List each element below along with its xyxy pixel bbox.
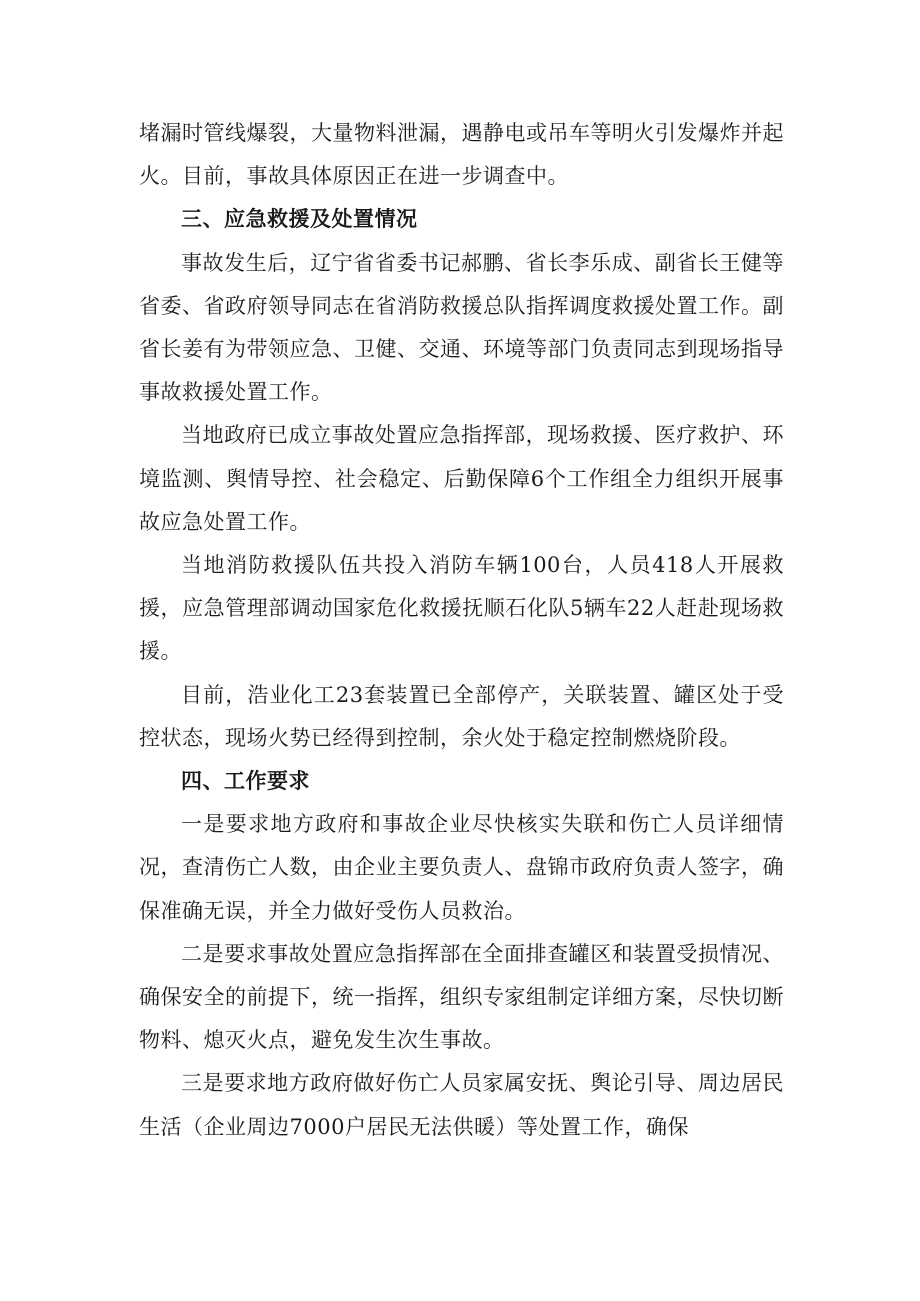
section-heading-3: 三、应急救援及处置情况	[181, 207, 418, 232]
paragraph-requirement-2: 二是要求事故处置应急指挥部在全面排查罐区和装置受损情况、确保安全的前提下，统一指挥，组织专家组制定详细方案，尽快切断物料、熄灭火点，避免发生次生事故。	[139, 941, 784, 1053]
paragraph-command-center: 当地政府已成立事故处置应急指挥部，现场救援、医疗救护、环境监测、舆情导控、社会稳定、后勤保障6个工作组全力组织开展事故应急处置工作。	[139, 423, 784, 534]
paragraph-current-status: 目前，浩业化工23套装置已全部停产，关联装置、罐区处于受控状态，现场火势已经得到控制，余火处于稳定控制燃烧阶段。	[139, 682, 784, 750]
paragraph-requirement-3: 三是要求地方政府做好伤亡人员家属安抚、舆论引导、周边居民生活（企业周边7000户居民无法供暖）等处置工作，确保	[139, 1071, 784, 1139]
document-body	[139, 112, 784, 1149]
paragraph-leadership: 事故发生后，辽宁省省委书记郝鹏、省长李乐成、副省长王健等省委、省政府领导同志在省消防救援总队指挥调度救援处置工作。副省长姜有为带领应急、卫健、交通、环境等部门负责同志到现场指导事故救援处置工作。	[139, 250, 784, 405]
paragraph-fire-rescue: 当地消防救援队伍共投入消防车辆100台，人员418人开展救援，应急管理部调动国家危化救援抚顺石化队5辆车22人赶赴现场救援。	[139, 553, 784, 664]
paragraph-requirement-1: 一是要求地方政府和事故企业尽快核实失联和伤亡人员详细情况，查清伤亡人数，由企业主要负责人、盘锦市政府负责人签字，确保准确无误，并全力做好受伤人员救治。	[139, 812, 784, 923]
paragraph-continuation: 堵漏时管线爆裂，大量物料泄漏，遇静电或吊车等明火引发爆炸并起火。目前，事故具体原因正在进一步调查中。	[139, 121, 784, 189]
section-heading-4: 四、工作要求	[181, 769, 310, 794]
